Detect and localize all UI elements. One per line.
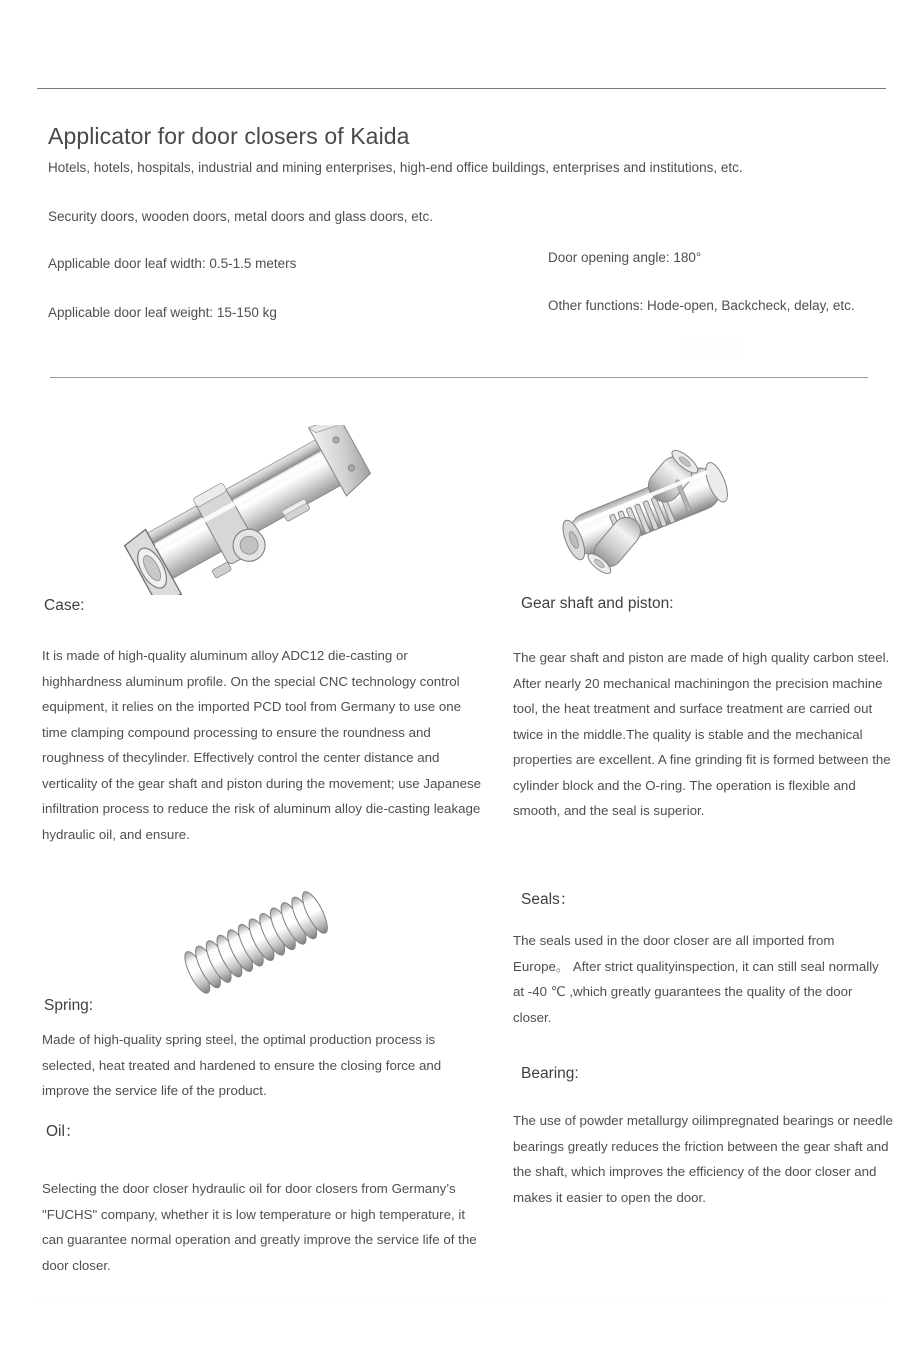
section-heading-case: Case: — [44, 597, 85, 614]
page-title: Applicator for door closers of Kaida — [48, 123, 410, 150]
section-body-case: It is made of high-quality aluminum alloy ADC12 die-casting or highhardness aluminum profile. On the special CNC technology control equipment, it relies on the imported PCD tool from Germany to use one time clamping compound processing to ensure the roundness and roughness of thecylinder. Effectively control the center distance and verticality of the gear shaft and piston during the movement; use Japanese infiltration process to reduce the risk of aluminum alloy die-casting leakage hydraulic oil, and ensure. — [42, 648, 482, 842]
gear-shaft-piston-image — [538, 435, 758, 585]
coil-spring-image — [162, 890, 352, 995]
spec-door-leaf-weight: Applicable door leaf weight: 15-150 kg — [48, 305, 277, 320]
spec-door-leaf-width: Applicable door leaf width: 0.5-1.5 meters — [48, 256, 297, 271]
spec-other-functions: Other functions: Hode-open, Backcheck, delay, etc. — [548, 298, 855, 313]
divider-bottom — [37, 1299, 886, 1300]
section-body-gear-shaft-and-piston: The gear shaft and piston are made of high quality carbon steel. After nearly 20 mechanical machiningon the precision machine tool, the heat treatment and surface treatment are carried out twice in the middle.The quality is stable and the mechanical properties are excellent. A fine grinding fit is formed between the cylinder block and the O-ring. The operation is flexible and smooth, and the seal is superior. — [513, 650, 891, 819]
divider-top — [37, 88, 886, 89]
spec-door-opening-angle: Door opening angle: 180° — [548, 250, 702, 265]
section-heading-gear-shaft-and-piston: Gear shaft and piston: — [521, 595, 674, 612]
section-heading-spring: Spring: — [44, 997, 94, 1014]
section-heading-oil: Oil： — [46, 1123, 81, 1140]
section-body-seals: The seals used in the door closer are all imported from Europe。 After strict qualityinspection, it can still seal normally at -40 ℃ ,which greatly guarantees the quality of the door closer. — [513, 933, 879, 1025]
section-body-spring: Made of high-quality spring steel, the optimal production process is selected, heat treated and hardened to ensure the closing force and improve the service life of the product. — [42, 1032, 442, 1099]
blank-placeholder-box — [686, 336, 743, 358]
case-cylinder-image — [102, 425, 412, 595]
section-heading-seals: Seals： — [521, 891, 576, 908]
section-body-oil: Selecting the door closer hydraulic oil for door closers from Germany’s "FUCHS" company, whether it is low temperature or high temperature, it can guarantee normal operation and greatly improve the service life of the door closer. — [42, 1181, 477, 1273]
divider-middle — [50, 377, 868, 378]
intro-line-applications: Hotels, hotels, hospitals, industrial and mining enterprises, high-end office buildings, enterprises and institutions, etc. — [48, 160, 743, 175]
section-heading-bearing: Bearing: — [521, 1065, 579, 1082]
intro-line-door-types: Security doors, wooden doors, metal doors and glass doors, etc. — [48, 209, 433, 224]
section-body-bearing: The use of powder metallurgy oilimpregnated bearings or needle bearings greatly reduces the friction between the gear shaft and the shaft, which improves the efficiency of the door closer and makes it easier to open the door. — [513, 1113, 893, 1205]
